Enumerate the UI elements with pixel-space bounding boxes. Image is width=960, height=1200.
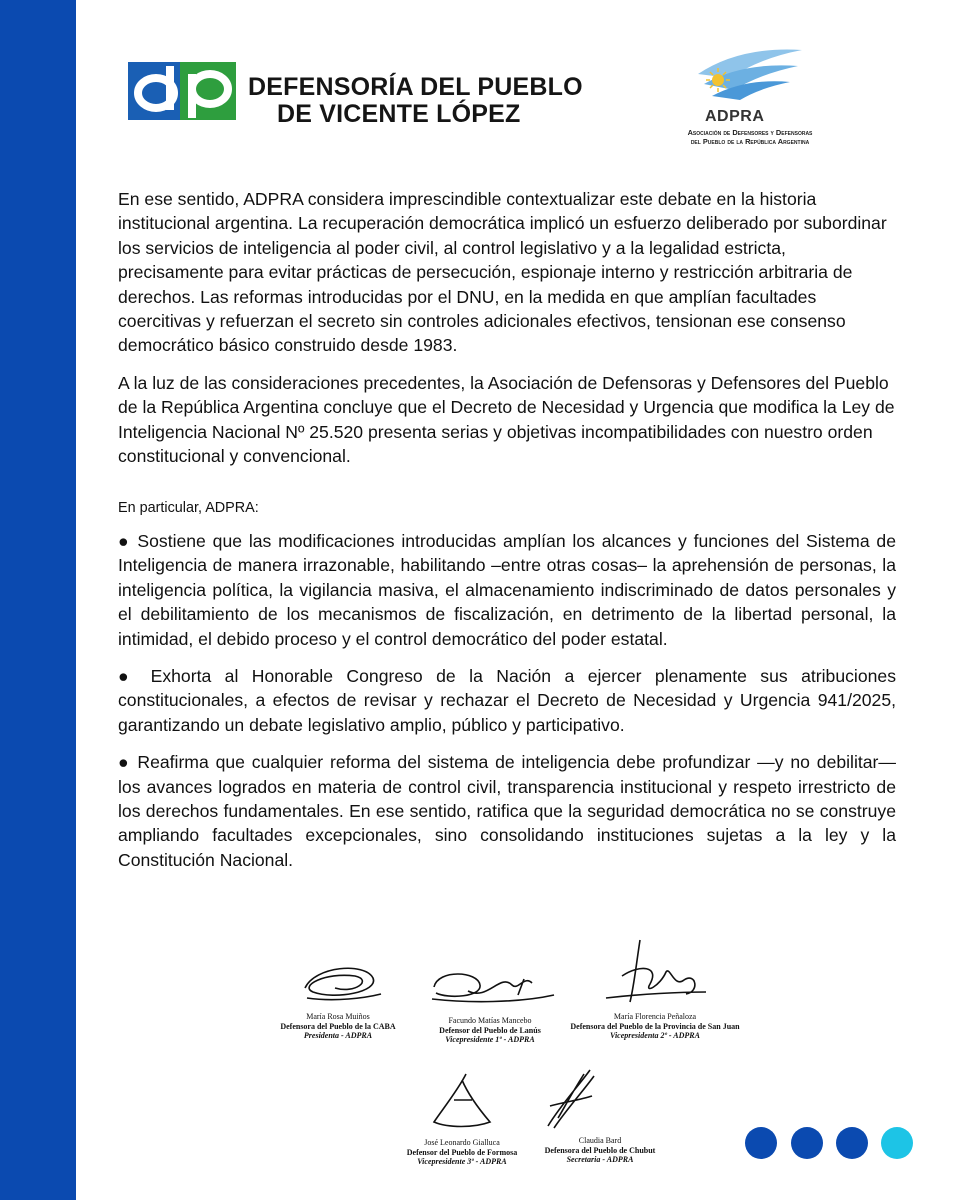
signature-scribble-3 <box>600 936 710 1008</box>
signature-role: Defensor del Pueblo de Lanús <box>439 1025 541 1035</box>
blue-side-bar <box>0 0 76 1200</box>
signature-position: Vicepresidente 1º - ADPRA <box>445 1035 535 1045</box>
defensoria-name-line2: DE VICENTE LÓPEZ <box>277 100 521 128</box>
paragraph-intro: En particular, ADPRA: <box>118 500 259 517</box>
document-body <box>118 187 896 885</box>
signature-role: Defensor del Pueblo de Formosa <box>406 1147 518 1157</box>
signature-name: María Florencia Peñaloza <box>613 1012 697 1021</box>
signature-role: Defensora del Pueblo de Chubut <box>544 1145 656 1155</box>
decorative-dot-1 <box>745 1127 777 1159</box>
defensoria-name-line1: DEFENSORÍA DEL PUEBLO <box>248 73 583 101</box>
signature-scribble-4 <box>428 1070 498 1132</box>
paragraph-conclusion: A la luz de las consideraciones precedentes, la Asociación de Defensoras y Defensores del Pueblo de la República Argentina concluye que el Decreto de Necesidad y Urgencia que modifica la Ley de Inteligencia Nacional Nº 25.520 presenta serias y objetivas incompatibilidades con nuestro orden constitucional y convencional. <box>118 372 895 467</box>
bullet-exhorta: ● Exhorta al Honorable Congreso de la Nación a ejercer plenamente sus atribuciones constitucionales, a efectos de revisar y rechazar el Decreto de Necesidad y Urgencia 941/2025, garantizando un debate legislativo amplio, público y participativo. <box>118 665 896 735</box>
defensoria-dp-logo <box>128 62 238 122</box>
adpra-emblem-logo <box>690 44 806 114</box>
adpra-subtitle-line2: del Pueblo de la República Argentina <box>690 137 810 146</box>
signature-position: Secretaria - ADPRA <box>566 1155 634 1165</box>
signature-position: Vicepresidente 3º - ADPRA <box>417 1157 507 1167</box>
signature-block-1 <box>268 1012 408 1041</box>
decorative-dot-2 <box>791 1127 823 1159</box>
defensoria-name <box>248 74 583 128</box>
decorative-dot-4 <box>881 1127 913 1159</box>
signature-position: Presidenta - ADPRA <box>303 1031 373 1041</box>
paragraph-context: En ese sentido, ADPRA considera imprescindible contextualizar este debate en la historia institucional argentina. La recuperación democrática implicó un esfuerzo deliberado por subordinar los servicios de inteligencia al poder civil, al control legislativo y a la legalidad estricta, precisamente para evitar prácticas de persecución, espionaje interno y restricción arbitraria de derechos. Las reformas introducidas por el DNU, en la medida en que amplían facultades coercitivas y refuerzan el secreto sin controles adicionales efectivos, tensionan ese consenso democrático básico construido desde 1983. <box>118 189 887 356</box>
signature-block-3 <box>570 1012 740 1041</box>
decorative-dot-3 <box>836 1127 868 1159</box>
bullet-reafirma: ● Reafirma que cualquier reforma del sistema de inteligencia debe profundizar —y no debilitar— los avances logrados en materia de control civil, transparencia institucional y respeto irrestricto de los derechos fundamentales. En ese sentido, ratifica que la seguridad democrática no se construye ampliando facultades excepcionales, sino consolidando instituciones sujetas a la ley y la Constitución Nacional. <box>118 752 896 870</box>
signature-block-4 <box>392 1138 532 1167</box>
signature-position: Vicepresidenta 2º - ADPRA <box>610 1031 700 1041</box>
adpra-title: ADPRA <box>705 108 765 125</box>
signature-scribble-5 <box>540 1066 600 1132</box>
signature-block-2 <box>420 1016 560 1045</box>
signature-scribble-1 <box>295 958 385 1010</box>
signature-name: María Rosa Muiños <box>306 1012 370 1021</box>
signature-name: Facundo Matías Mancebo <box>448 1016 532 1025</box>
adpra-subtitle-line1: Asociación de Defensores y Defensoras <box>687 128 813 137</box>
signature-block-5 <box>530 1136 670 1165</box>
signature-name: José Leonardo Gialluca <box>424 1138 500 1147</box>
signature-role: Defensora del Pueblo de la Provincia de San Juan <box>570 1021 740 1031</box>
signature-name: Claudia Bard <box>578 1136 622 1145</box>
bullet-sostiene: ● Sostiene que las modificaciones introducidas amplían los alcances y funciones del Sistema de Inteligencia de manera irrazonable, habilitando –entre otras cosas– la aprehensión de personas, la inteligencia política, la vigilancia masiva, el almacenamiento indiscriminado de datos personales y el debilitamiento de los mecanismos de fiscalización, en detrimento de la libertad personal, la intimidad, el debido proceso y el control democrático del poder estatal. <box>118 530 896 649</box>
adpra-subtitle <box>660 128 840 146</box>
signature-scribble-2 <box>428 965 558 1009</box>
signature-role: Defensora del Pueblo de la CABA <box>280 1021 396 1031</box>
